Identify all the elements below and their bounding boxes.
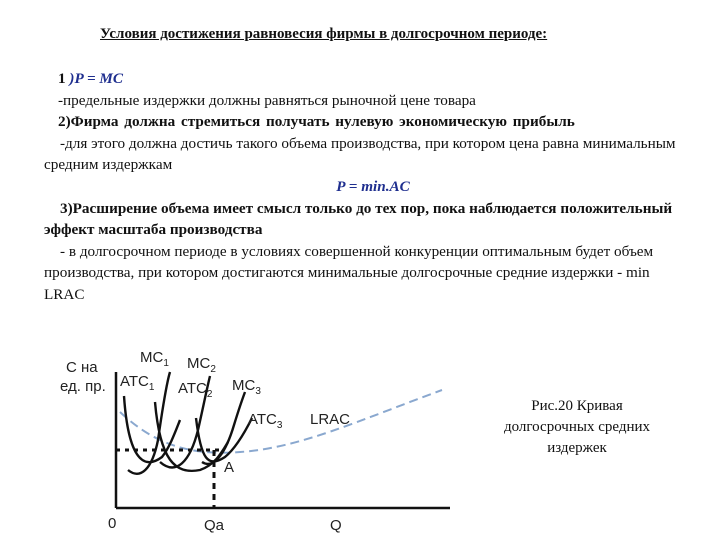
condition-1-number: 1 — [58, 70, 70, 87]
qa-label: Qa — [204, 517, 225, 534]
mc1-label: $MC_1$ — [140, 349, 169, 369]
atc3-label: $ATC_3$ — [248, 411, 283, 431]
mc3-label: $MC_3$ — [232, 377, 261, 397]
origin-label: 0 — [108, 515, 117, 532]
lrac-label: LRAC — [310, 411, 351, 428]
condition-3-desc: - в долгосрочном периоде в условиях совершенной конкуренции оптимальным будет объем производства, при котором достигаются минимальные долгосрочные средние издержки - min LRAC — [44, 242, 654, 303]
y-axis-label-1: С на — [66, 359, 98, 376]
condition-2-desc: -для этого должна достичь такого объема производства, при котором цена равна минимальным средним издержкам — [44, 134, 676, 174]
page-title: Условия достижения равновесия фирмы в долгосрочном периоде: — [100, 26, 548, 42]
condition-1-desc: -предельные издержки должны равняться рыночной цене товара — [58, 91, 476, 109]
x-axis-label: Q — [330, 517, 342, 534]
condition-3-heading: 3)Расширение объема имеет смысл только до тех пор, пока наблюдается положительный эффект масштаба производства — [44, 199, 673, 239]
condition-1-formula: )P = MC — [69, 70, 124, 87]
atc1-label: $ATC_1$ — [120, 373, 155, 393]
figure-caption: Рис.20 Кривая долгосрочных средних издержек — [503, 398, 651, 456]
condition-2-heading: 2)Фирма должна стремиться получать нулевую экономическую прибыль — [58, 113, 575, 131]
atc1-curve — [124, 396, 180, 462]
atc2-label: $ATC_2$ — [178, 380, 213, 400]
condition-2-formula: P = min.AC — [336, 177, 410, 195]
atc3-curve — [196, 418, 252, 461]
point-a-label: A — [224, 459, 235, 476]
mc2-label: $MC_2$ — [187, 355, 216, 375]
y-axis-label-2: ед. пр. — [60, 378, 106, 395]
